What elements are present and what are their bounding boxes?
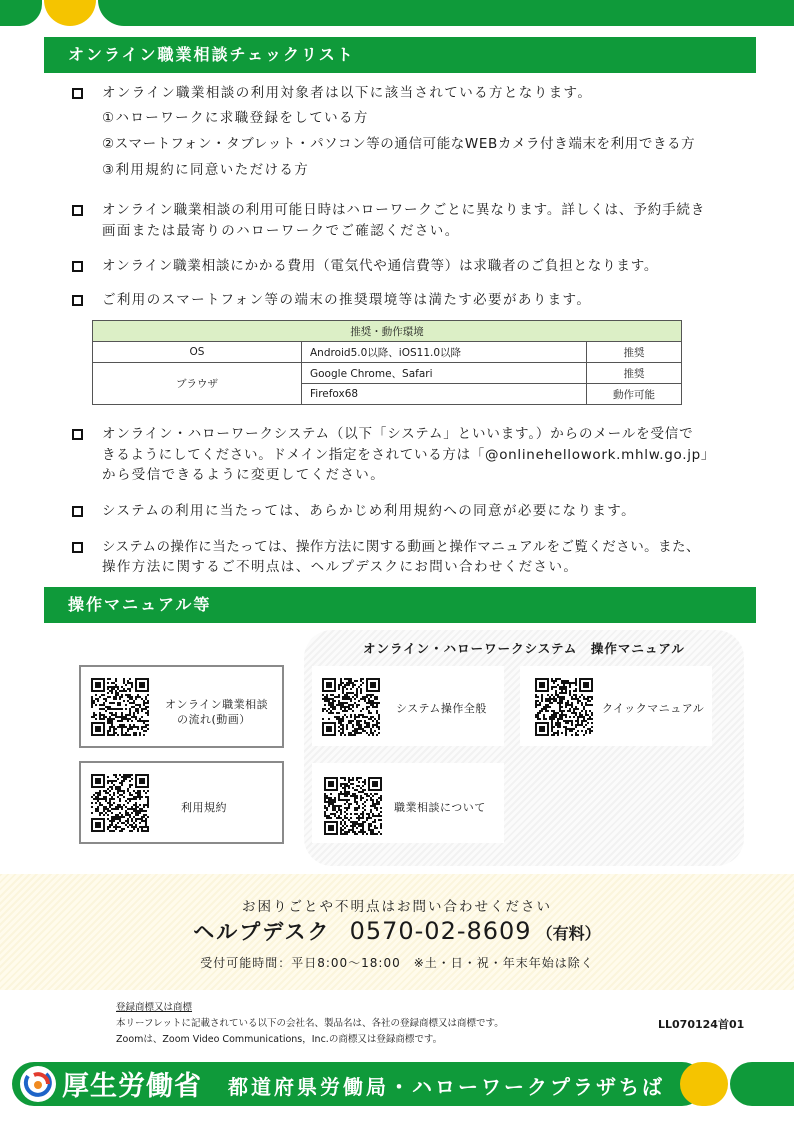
checkbox-icon [72,205,83,216]
ministry-name: 厚生労働省 [62,1071,202,1102]
sub-item-2: ②スマートフォン・タブレット・パソコン等の通信可能なWEBカメラ付き端末を利用できる方 [102,136,696,152]
top-decoration-yellow [44,0,96,26]
os-value: Android5.0以降、iOS11.0以降 [302,342,587,363]
consultation-label: 職業相談について [394,801,486,814]
item-manual-line2: 操作方法に関するご不明点は、ヘルプデスクにお問い合わせください。 [102,559,579,575]
item-mail-line1: オンライン・ハローワークシステム（以下「システム」といいます。）からのメールを受信で [102,426,694,442]
qr-code-icon[interactable] [91,678,149,736]
trademark-line1: 本リーフレットに記載されている以下の会社名、製品名は、各社の登録商標又は商標です。 [116,1018,504,1029]
quick-manual-label: クイックマニュアル [602,702,705,715]
browser-1-status: 推奨 [587,363,682,384]
helpdesk-name: ヘルプデスク [193,920,331,944]
checkbox-icon [72,88,83,99]
browser-2-status: 動作可能 [587,384,682,405]
manual-panel-title: オンライン・ハローワークシステム 操作マニュアル [363,641,685,656]
item-mail-line3: から受信できるように変更してください。 [102,467,386,483]
item-cost: オンライン職業相談にかかる費用（電気代や通信費等）は求職者のご負担となります。 [102,258,659,274]
terms-label: 利用規約 [181,801,227,814]
system-operations-card[interactable] [312,666,504,746]
sub-item-1: ①ハローワークに求職登録をしている方 [102,110,369,126]
trademark-line2: Zoomは、Zoom Video Communications，Inc.の商標又は登録商標です。 [116,1034,443,1045]
flow-video-label-line2: の流れ(動画） [177,713,251,726]
qr-code-icon[interactable] [322,678,380,736]
browser-label: ブラウザ [93,363,302,405]
helpdesk-phone[interactable]: 0570-02-8609 [349,917,532,945]
checkbox-icon [72,429,83,440]
environment-table [92,320,682,405]
item-mail-line2: きるようにしてください。ドメイン指定をされている方は「@onlinehellowork.mhlw.go.jp」 [102,447,716,463]
flow-video-card[interactable] [79,665,284,748]
item-terms-agreement: システムの利用に当たっては、あらかじめ利用規約への同意が必要になります。 [102,503,636,519]
os-label: OS [93,342,302,363]
checkbox-icon [72,261,83,272]
checkbox-icon [72,506,83,517]
top-decoration-green-left [0,0,42,26]
checkbox-icon [72,542,83,553]
browser-1: Google Chrome、Safari [302,363,587,384]
footer-decoration-green [730,1062,794,1106]
table-header: 推奨・動作環境 [93,321,682,342]
qr-code-icon[interactable] [535,678,593,736]
helpdesk-intro: お困りごとや不明点はお問い合わせください [242,899,552,915]
qr-code-icon[interactable] [324,777,382,835]
ministry-logo-icon [20,1066,56,1102]
trademark-title: 登録商標又は商標 [116,1002,193,1013]
sub-item-3: ③利用規約に同意いただける方 [102,162,310,178]
top-decoration-green [98,0,794,26]
organization-name: 都道府県労働局・ハローワークプラザちば [228,1075,665,1099]
item-target-users: オンライン職業相談の利用対象者は以下に該当されている方となります。 [102,85,593,101]
system-operations-label: システム操作全般 [396,702,487,715]
manual-section-title: 操作マニュアル等 [44,587,756,623]
helpdesk-fee: （有料） [536,924,601,943]
item-hours-line1: オンライン職業相談の利用可能日時はハローワークごとに異なります。詳しくは、予約手続き [102,202,706,218]
flow-video-label-line1: オンライン職業相談 [165,698,269,711]
terms-card[interactable] [79,761,284,844]
browser-2: Firefox68 [302,384,587,405]
quick-manual-card[interactable] [520,666,712,746]
footer-decoration-yellow [680,1062,728,1106]
item-manual-line1: システムの操作に当たっては、操作方法に関する動画と操作マニュアルをご覧ください。また、 [102,539,700,555]
checklist-title: オンライン職業相談チェックリスト [44,37,756,73]
flow-video-label [165,697,268,727]
os-status: 推奨 [587,342,682,363]
helpdesk-hours: 受付可能時間：平日8:00〜18:00 ※土・日・祝・年末年始は除く [200,956,594,970]
document-code: LL070124首01 [658,1018,745,1031]
item-hours-line2: 画面または最寄りのハローワークでご確認ください。 [102,223,460,239]
consultation-card[interactable] [312,763,504,843]
qr-code-icon[interactable] [91,774,149,832]
item-environment: ご利用のスマートフォン等の端末の推奨環境等は満たす必要があります。 [102,292,592,308]
helpdesk-contact [0,916,794,946]
checkbox-icon [72,295,83,306]
